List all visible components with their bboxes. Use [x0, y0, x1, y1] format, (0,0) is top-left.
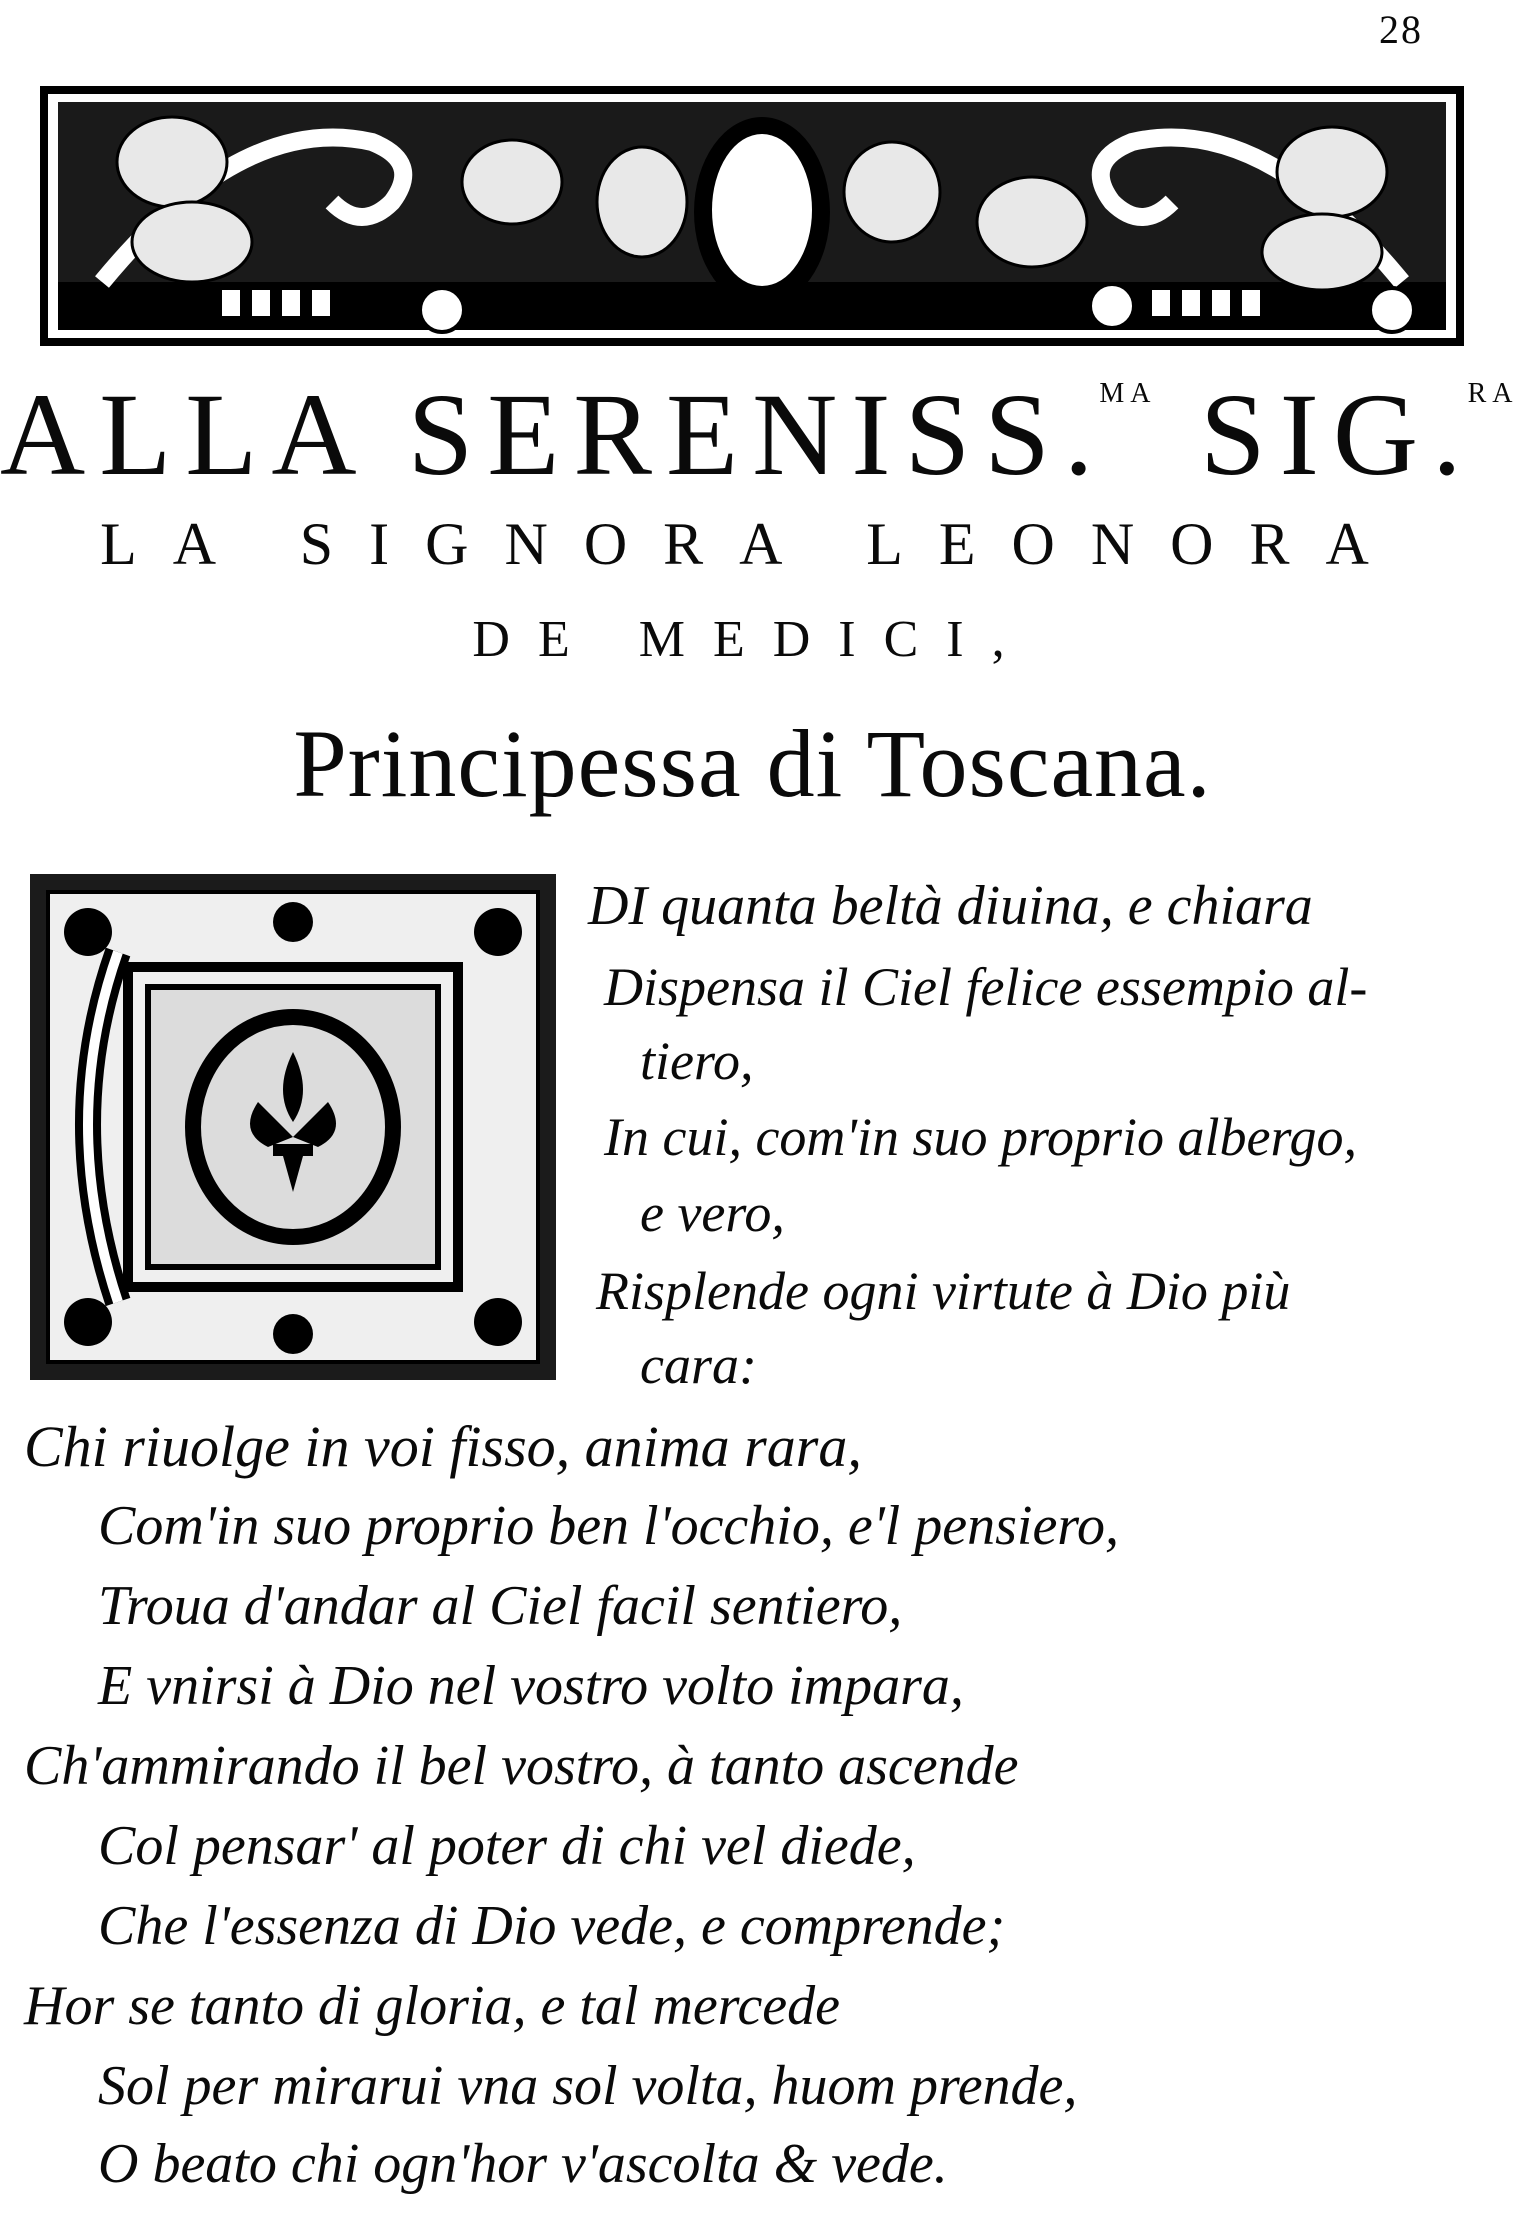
verse-line: tiero,: [640, 1031, 754, 1091]
decorated-initial: [28, 872, 558, 1382]
verse-line: cara:: [640, 1335, 757, 1395]
dedication-title-line2: LA SIGNORA LEONORA: [100, 511, 1405, 577]
verse-line: e vero,: [640, 1183, 785, 1243]
verse-line: E vnirsi à Dio nel vostro volto impara,: [98, 1655, 964, 1717]
verse-line: O beato chi ogn'hor v'ascolta & vede.: [98, 2133, 948, 2195]
page-number: 28: [1379, 7, 1423, 52]
dedication-title-line3: DE MEDICI,: [472, 611, 1033, 668]
verse-line: Com'in suo proprio ben l'occhio, e'l pensiero,: [98, 1495, 1120, 1557]
verse-line: Hor se tanto di gloria, e tal mercede: [24, 1975, 841, 2037]
verse-line: Sol per mirarui vna sol volta, huom prende,: [98, 2055, 1078, 2117]
verse-line: Col pensar' al poter di chi vel diede,: [98, 1815, 916, 1877]
verse-line: Risplende ogni virtute à Dio più: [596, 1261, 1291, 1321]
verse-line: Troua d'andar al Ciel facil sentiero,: [98, 1575, 903, 1637]
verse-line: Ch'ammirando il bel vostro, à tanto ascende: [24, 1735, 1019, 1797]
verse-line: In cui, com'in suo proprio albergo,: [604, 1107, 1357, 1167]
verse-line: Che l'essenza di Dio vede, e comprende;: [98, 1895, 1006, 1957]
verse-line: DI quanta beltà diuina, e chiara: [588, 875, 1313, 937]
verse-line: Dispensa il Ciel felice essempio al-: [604, 957, 1368, 1017]
dedication-title-line4: Principessa di Toscana.: [293, 710, 1212, 817]
dedication-title-line1: ALLA SERENISS.$^{MA}$ SIG.$^{RA}$: [0, 369, 1519, 500]
decorative-headpiece: [42, 82, 1462, 347]
verse-line: Chi riuolge in voi fisso, anima rara,: [24, 1414, 862, 1479]
